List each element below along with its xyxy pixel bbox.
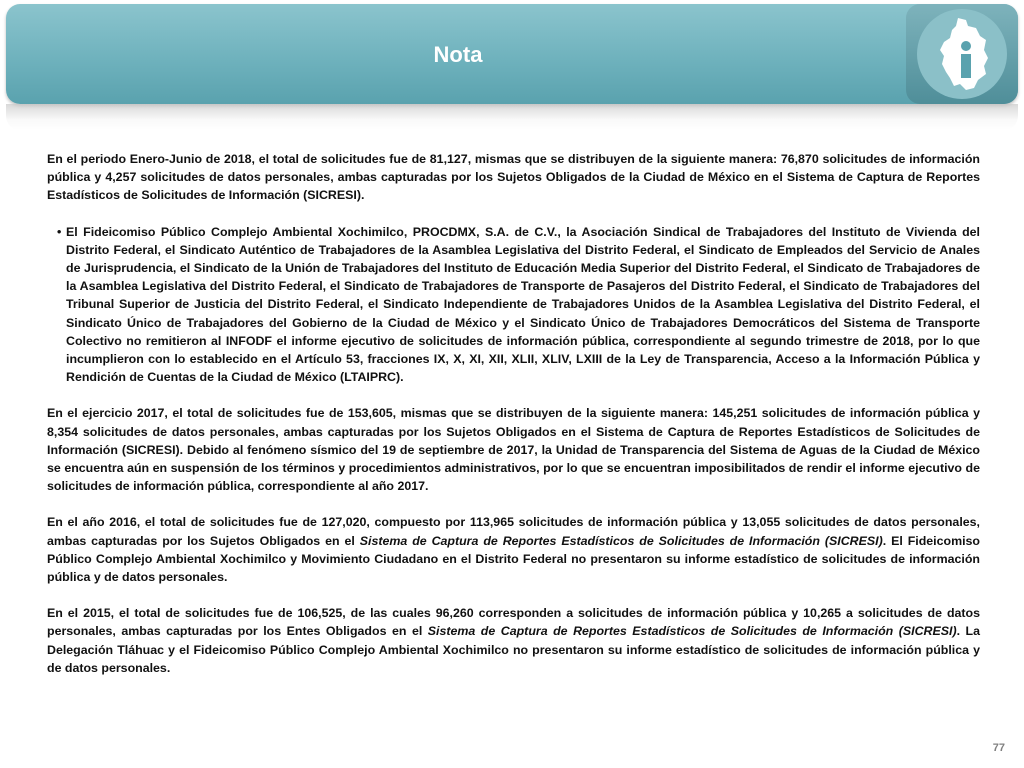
paragraph-2016 [47, 513, 980, 586]
paragraph-2015 [47, 604, 980, 677]
cdmx-map-info-icon [906, 4, 1018, 104]
paragraph-2016-text-a: En el año 2016, el total de solicitudes fue de 127,020, compuesto por 113,965 solicitudes de información pública y 13,055 solicitudes de datos personales, ambas capturadas por los Sujetos Obligados en el [47, 515, 980, 548]
page-title: Nota [433, 42, 483, 67]
paragraph-2015-text-a: En el 2015, el total de solicitudes fue de 106,525, de las cuales 96,260 corresponden a solicitudes de información pública y 10,265 a solicitudes de datos personales, ambas capturadas por los Entes Obligados en el [47, 606, 980, 639]
paragraph-2015-system-name: Sistema de Captura de Reportes Estadísticos de Solicitudes de Información (SICRESI) [427, 624, 957, 639]
paragraph-bullet-noncompliance [47, 223, 980, 387]
page-number: 77 [992, 742, 1005, 754]
bullet-text: El Fideicomiso Público Complejo Ambiental Xochimilco, PROCDMX, S.A. de C.V., la Asociación Sindical de Trabajadores del Instituto de Vivienda del Distrito Federal, el Sindicato Auténtico de Trabajadores de la Asamblea Legislativa del Distrito Federal, el Sindicato de Empleados del Servicio de Anales de Jurisprudencia, el Sindicato de la Unión de Trabajadores del Instituto de Educación Media Superior del Distrito Federal, el Sindicato de Trabajadores de la Asamblea Legislativa del Distrito Federal, el Sindicato de Trabajadores de Transporte de Pasajeros del Distrito Federal, el Sindicato de Trabajadores del Tribunal Superior de Justicia del Distrito Federal, el Sindicato Independiente de Trabajadores Unidos de la Asamblea Legislativa del Distrito Federal, el Sindicato Único de Trabajadores del Gobierno de la Ciudad de México y el Sindicato Único de Trabajadores Democráticos del Sistema de Transporte Colectivo no remitieron al INFODF el informe ejecutivo de solicitudes de información pública, correspondiente al segundo trimestre de 2018, por lo que incumplieron con lo establecido en el Artículo 53, fracciones IX, X, XI, XII, XLII, XLIV, LXIII de la Ley de Transparencia, Acceso a la Información Pública y Rendición de Cuentas de la Ciudad de México (LTAIPRC). [66, 224, 980, 385]
paragraph-2017: En el ejercicio 2017, el total de solicitudes fue de 153,605, mismas que se distribuyen de la siguiente manera: 145,251 solicitudes de información pública y 8,354 solicitudes de datos personales, ambas capturadas por los Sujetos Obligados en el Sistema de Captura de Reportes Estadísticos de Solicitudes de Información (SICRESI). Debido al fenómeno sísmico del 19 de septiembre de 2017, la Unidad de Transparencia del Sistema de Aguas de la Ciudad de México se encuentra aún en suspensión de los términos y procedimientos administrativos, por lo que se encuentran imposibilitados de rendir el informe ejecutivo de solicitudes de información pública, correspondiente al año 2017. [47, 406, 980, 494]
paragraph-2018: En el periodo Enero-Junio de 2018, el total de solicitudes fue de 81,127, mismas que se distribuyen de la siguiente manera: 76,870 solicitudes de información pública y 4,257 solicitudes de datos personales, ambas capturadas por los Sujetos Obligados de la Ciudad de México en el Sistema de Captura de Reportes Estadísticos de Solicitudes de Información (SICRESI). [47, 152, 980, 203]
paragraph-2015-text-b: . La Delegación Tláhuac y el Fideicomiso Público Complejo Ambiental Xochimilco no presentaron su informe estadístico de solicitudes de información pública y de datos personales. [47, 624, 980, 675]
bullet-icon: • [57, 224, 62, 239]
header-shadow [6, 104, 1018, 130]
paragraph-2016-system-name: Sistema de Captura de Reportes Estadísticos de Solicitudes de Información (SICRESI) [359, 533, 883, 548]
note-body [47, 150, 980, 695]
paragraph-2016-text-b: . El Fideicomiso Público Complejo Ambiental Xochimilco y Movimiento Ciudadano en el Distrito Federal no presentaron su informe estadístico de solicitudes de información pública y de datos personales. [47, 533, 980, 585]
logo [906, 4, 1018, 104]
